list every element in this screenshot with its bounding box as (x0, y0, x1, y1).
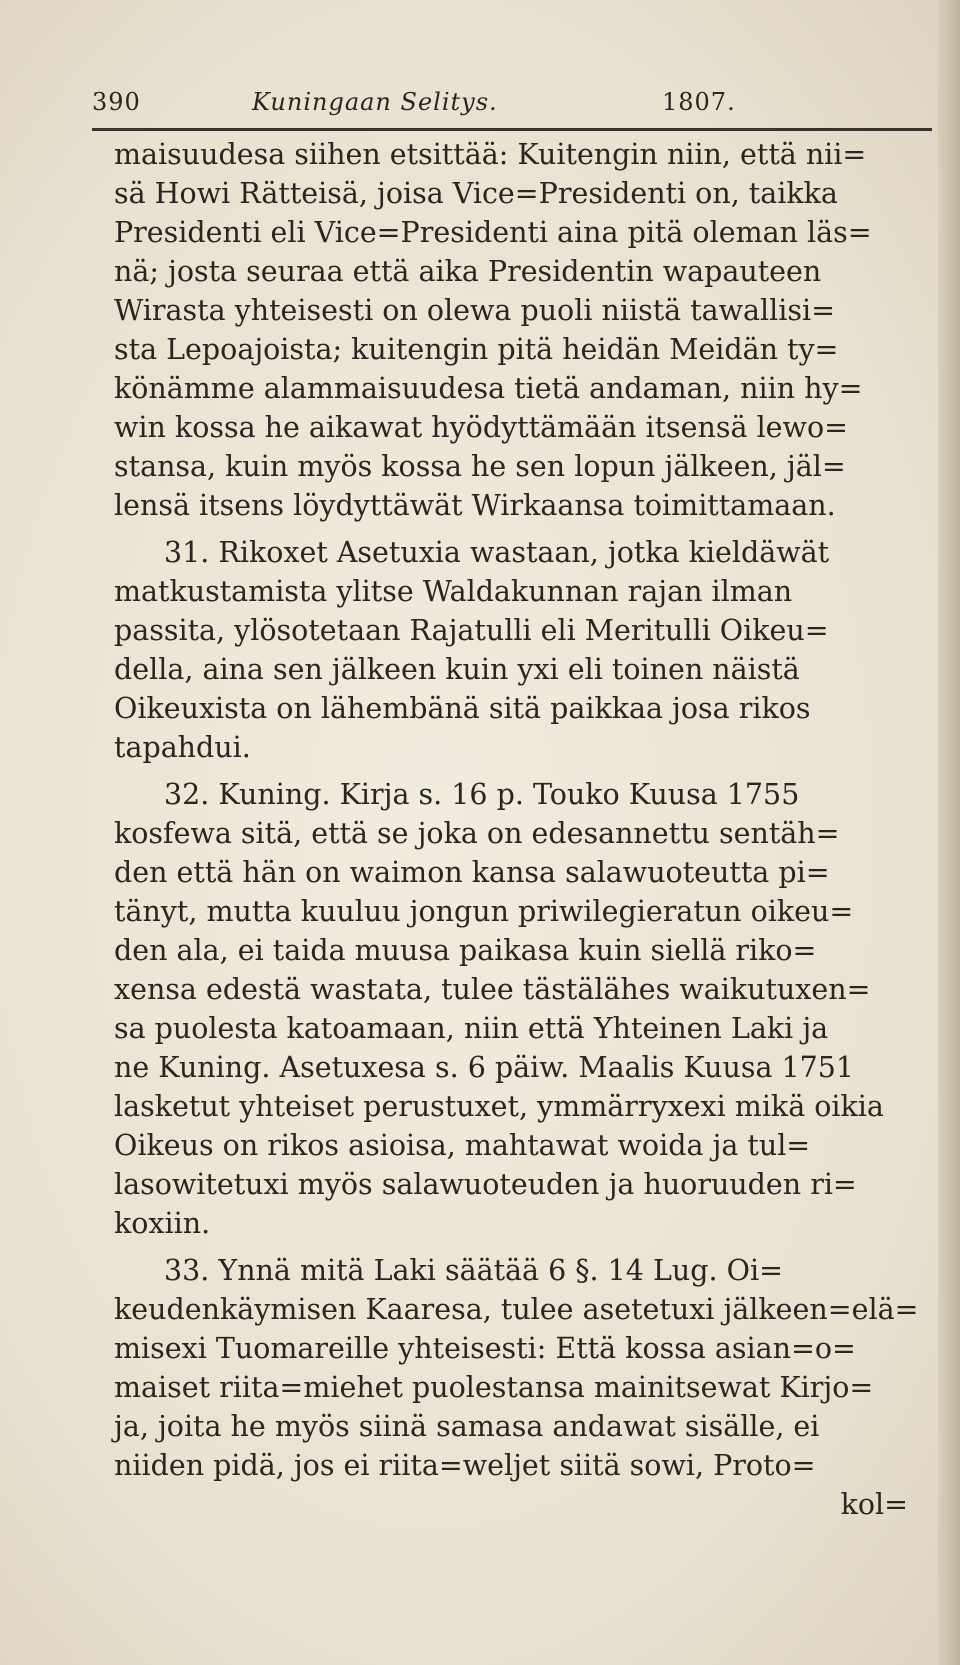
text-line: sa puolesta katoamaan, niin että Yhteinen Laki ja (114, 1012, 829, 1045)
text-line: Wirasta yhteisesti on olewa puoli niistä tawallisi= (114, 294, 836, 327)
text-line: della, aina sen jälkeen kuin yxi eli toinen näistä (114, 653, 800, 686)
text-line: ja, joita he myös siinä samasa andawat sisälle, ei (114, 1410, 820, 1443)
text-line: koxiin. (114, 1207, 211, 1240)
text-line: Oikeuxista on lähembänä sitä paikkaa josa rikos (114, 692, 811, 725)
text-line: stansa, kuin myös kossa he sen lopun jälkeen, jäl= (114, 450, 846, 483)
text-line: maisuudesa siihen etsittää: Kuitengin niin, että nii= (114, 138, 867, 171)
paragraph-33-start: 33. Ynnä mitä Laki säätää 6 §. 14 Lug. Oi= (164, 1254, 783, 1287)
text-line: den että hän on waimon kansa salawuoteutta pi= (114, 856, 830, 889)
text-line: Oikeus on rikos asioisa, mahtawat woida ja tul= (114, 1129, 811, 1162)
text-line: tapahdui. (114, 731, 251, 764)
text-line: niiden pidä, jos ei riita=weljet siitä sowi, Proto= (114, 1449, 816, 1482)
text-line: sä Howi Rätteisä, joisa Vice=Presidenti on, taikka (114, 177, 838, 210)
running-year: 1807. (662, 88, 736, 116)
page-edge (938, 0, 960, 1665)
running-header (92, 88, 932, 128)
text-line: könämme alammaisuudesa tietä andaman, niin hy= (114, 372, 863, 405)
catchword: kol= (840, 1488, 908, 1521)
text-line: lasowitetuxi myös salawuoteuden ja huoruuden ri= (114, 1168, 857, 1201)
page-number: 390 (92, 88, 141, 116)
text-line: den ala, ei taida muusa paikasa kuin siellä riko= (114, 934, 817, 967)
text-line: xensa edestä wastata, tulee tästälähes waikutuxen= (114, 973, 871, 1006)
paragraph-31-start: 31. Rikoxet Asetuxia wastaan, jotka kieldäwät (164, 536, 830, 569)
text-line: passita, ylösotetaan Rajatulli eli Meritulli Oikeu= (114, 614, 829, 647)
text-line: nä; josta seuraa että aika Presidentin wapauteen (114, 255, 822, 288)
text-line: keudenkäymisen Kaaresa, tulee asetetuxi jälkeen=elä= (114, 1293, 919, 1326)
text-line: lensä itsens löydyttäwät Wirkaansa toimittamaan. (114, 489, 836, 522)
text-line: matkustamista ylitse Waldakunnan rajan ilman (114, 575, 793, 608)
body-text (114, 135, 934, 1524)
text-line: maiset riita=miehet puolestansa mainitsewat Kirjo= (114, 1371, 874, 1404)
text-line: ne Kuning. Asetuxesa s. 6 päiw. Maalis Kuusa 1751 (114, 1051, 855, 1084)
text-line: kosfewa sitä, että se joka on edesannettu sentäh= (114, 817, 840, 850)
text-line: lasketut yhteiset perustuxet, ymmärryxexi mikä oikia (114, 1090, 884, 1123)
text-line: sta Lepoajoista; kuitengin pitä heidän Meidän ty= (114, 333, 839, 366)
text-line: misexi Tuomareille yhteisesti: Että kossa asian=o= (114, 1332, 856, 1365)
text-line: win kossa he aikawat hyödyttämään itsensä lewo= (114, 411, 848, 444)
text-line: Presidenti eli Vice=Presidenti aina pitä oleman läs= (114, 216, 872, 249)
running-title: Kuningaan Selitys. (252, 88, 498, 116)
text-line: tänyt, mutta kuuluu jongun priwilegieratun oikeu= (114, 895, 854, 928)
header-rule (92, 128, 932, 131)
paragraph-32-start: 32. Kuning. Kirja s. 16 p. Touko Kuusa 1755 (164, 778, 800, 811)
